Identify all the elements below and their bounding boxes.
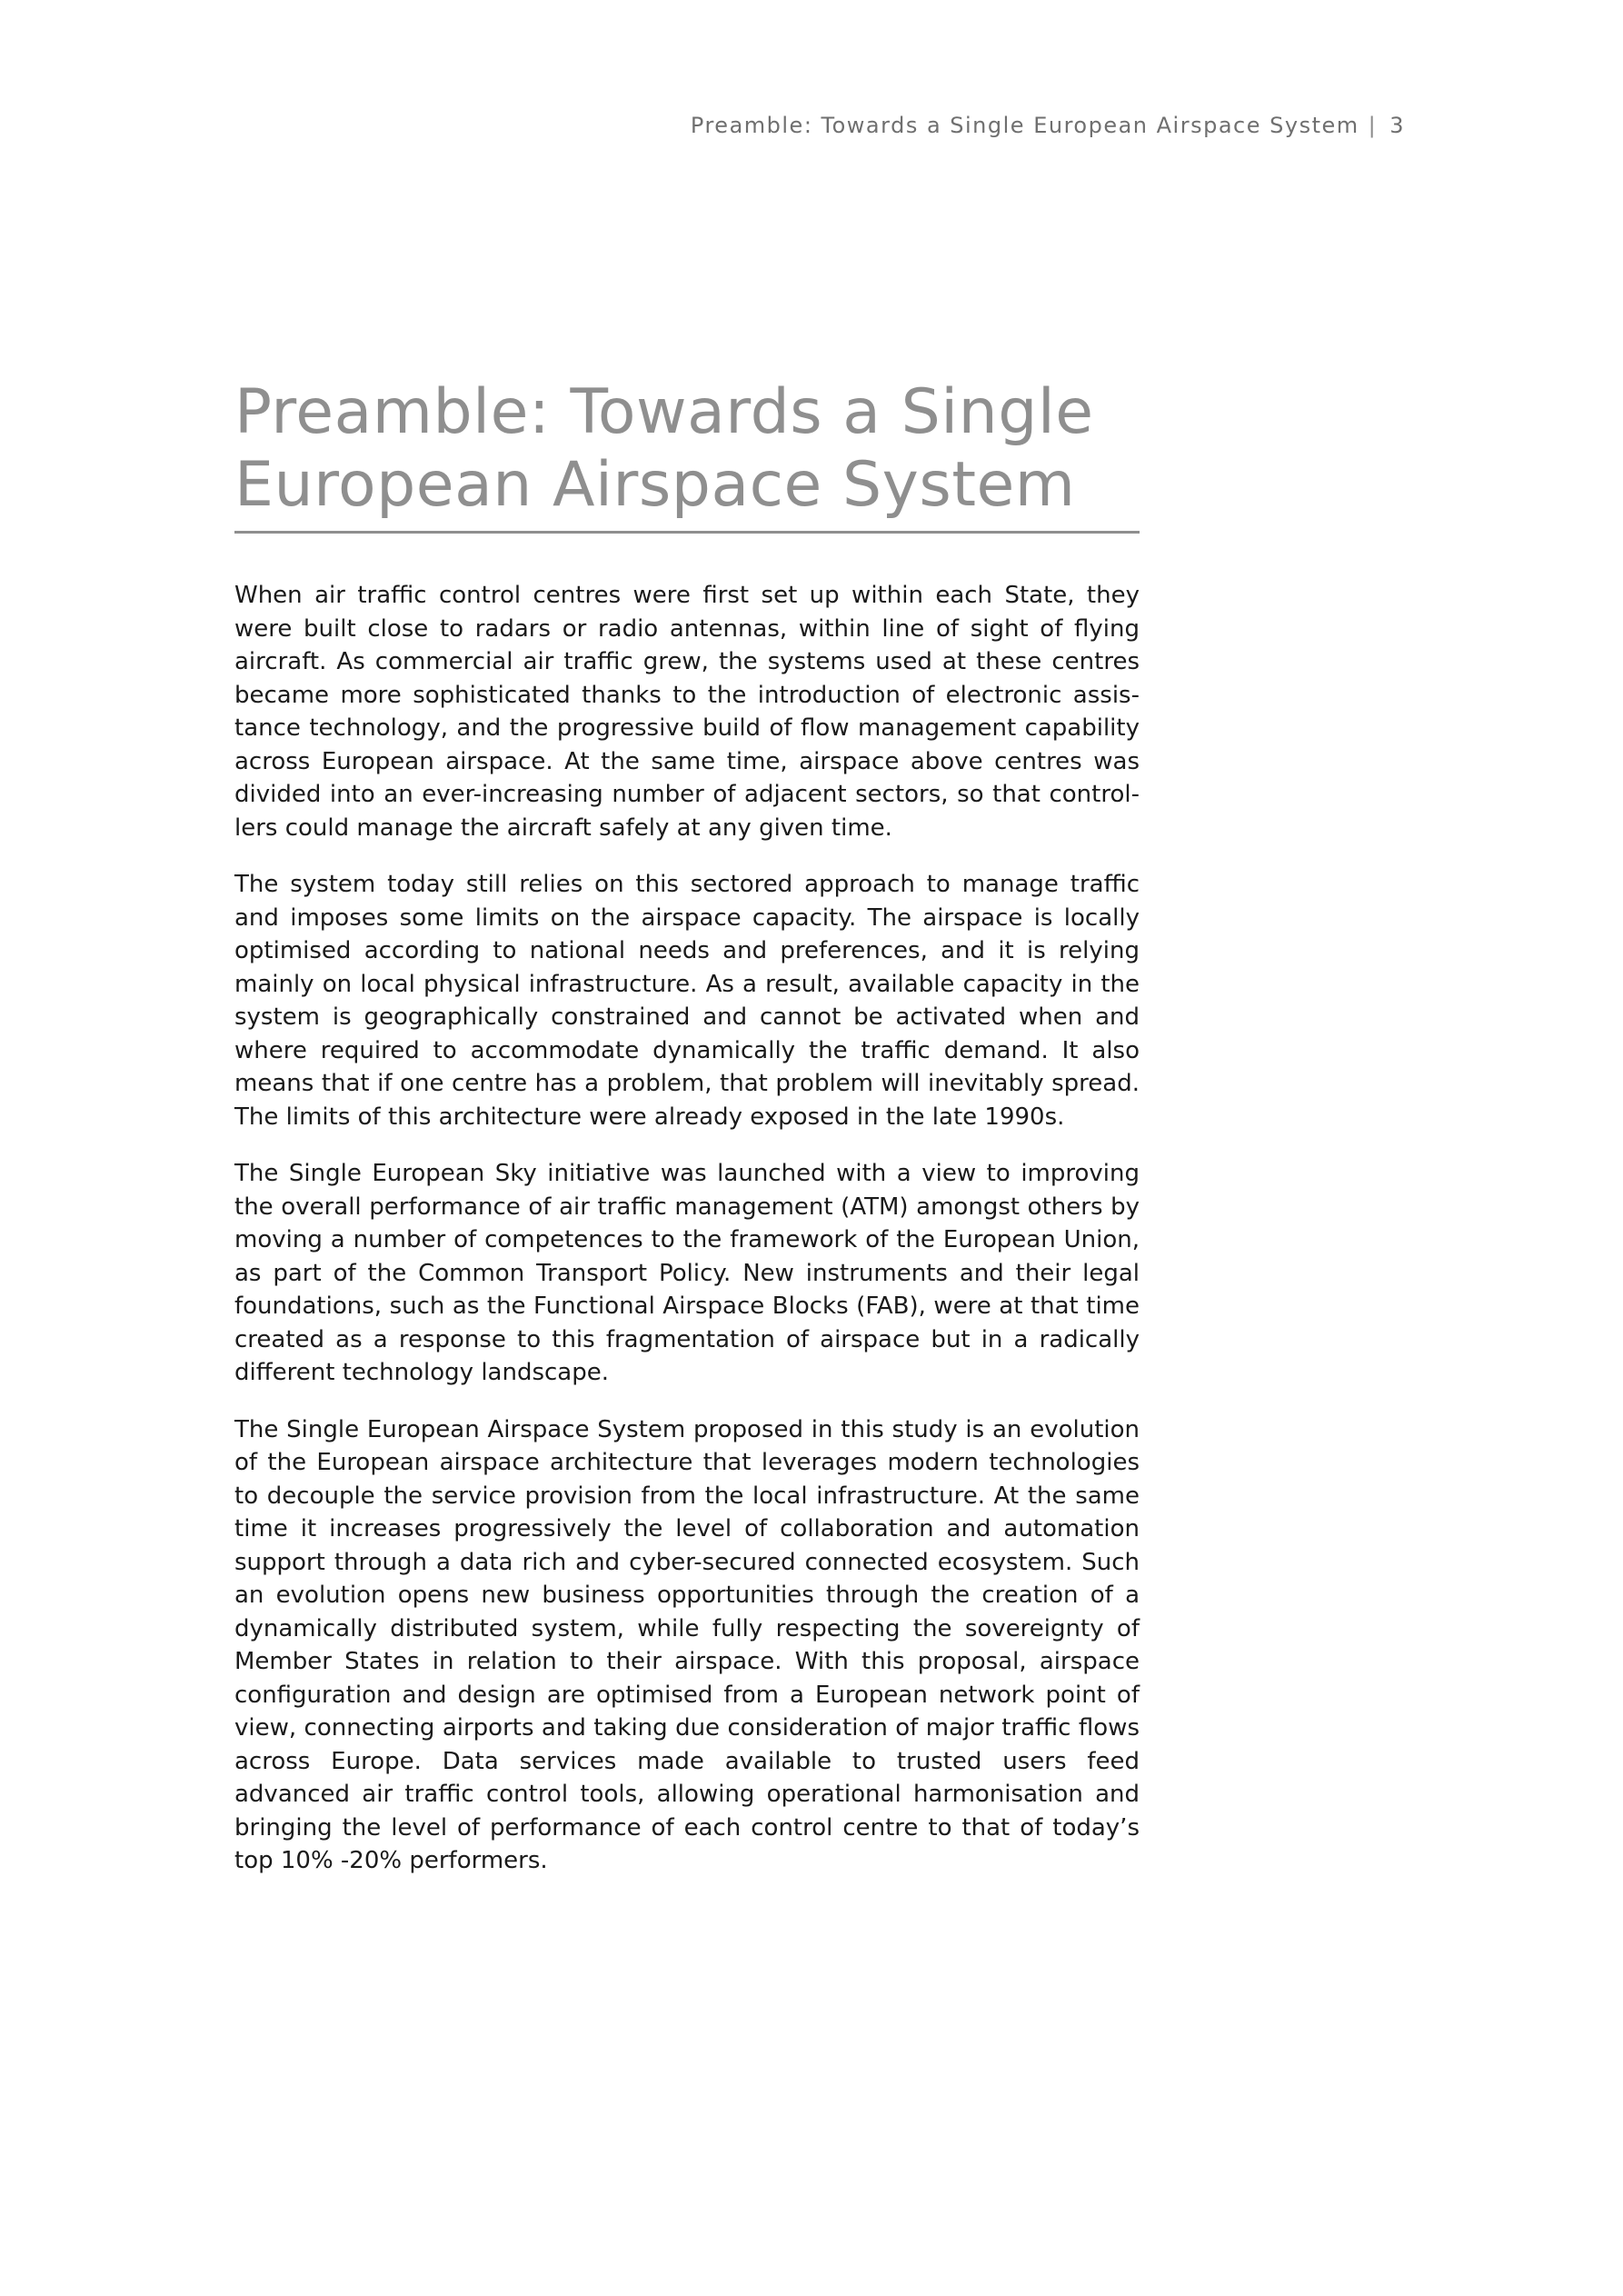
paragraph: The Single European Sky initiative was launched with a view to improving the overall performance of air traffic management (ATM) amongst others by moving a number of competences to the framework of the European Union, as part of the Common Transport Policy. New instruments and their legal foundations, such as the Functional Airspace Blocks (FAB), were at that time created as a response to this fragmentation of airspace but in a radically different technology landscape. <box>234 1160 1140 1386</box>
page-title-line-1: Preamble: Towards a Single <box>234 376 1094 448</box>
body-text <box>234 579 1140 1878</box>
running-header <box>691 113 1405 138</box>
title-divider <box>234 531 1140 534</box>
paragraph: The Single European Airspace System proposed in this study is an evolution of the European airspace architecture that leverages modern technologies to decouple the service provision from the local infrastructure. At the same time it increases progressively the level of collaboration and automation support through a data rich and cyber-secured connected ecosystem. Such an evolution opens new business opportunities through the creation of a dynamically distributed system, while fully respecting the sovereignty of Member States in relation to their airspace. With this proposal, airspace configuration and design are optimised from a European network point of view, connecting airports and taking due consideration of major traffic flows across Europe. Data services made available to trusted users feed advanced air traffic control tools, allowing operational harmonisation and bringing the level of performance of each control centre to that of today’s top 10% -20% performers. <box>234 1415 1140 1874</box>
running-header-title: Preamble: Towards a Single European Airspace System <box>690 113 1359 138</box>
page-title <box>234 376 1140 531</box>
main-content <box>234 376 1140 1902</box>
paragraph: When air traffic control centres were first set up within each State, they were built close to radars or radio antennas, within line of sight of flying aircraft. As commercial air traffic grew, the systems used at these centres became more sophisticated thanks to the introduction of electronic assistance technology, and the progressive build of flow management capability across European airspace. At the same time, airspace above centres was divided into an ever-increasing number of adjacent sectors, so that controllers could manage the aircraft safely at any given time. <box>234 582 1140 842</box>
page-title-line-2: European Airspace System <box>234 449 1076 521</box>
running-header-separator: | <box>1368 113 1378 138</box>
page-number: 3 <box>1389 113 1405 138</box>
paragraph: The system today still relies on this sectored approach to manage traffic and imposes some limits on the airspace capacity. The airspace is locally optimised according to national needs and preferences, and it is relying mainly on local physical infrastructure. As a result, available capacity in the system is geographically constrained and cannot be activated when and where required to accommodate dynamically the traffic demand. It also means that if one centre has a problem, that problem will inevitably spread. The limits of this architecture were already exposed in the late 1990s. <box>234 871 1140 1131</box>
